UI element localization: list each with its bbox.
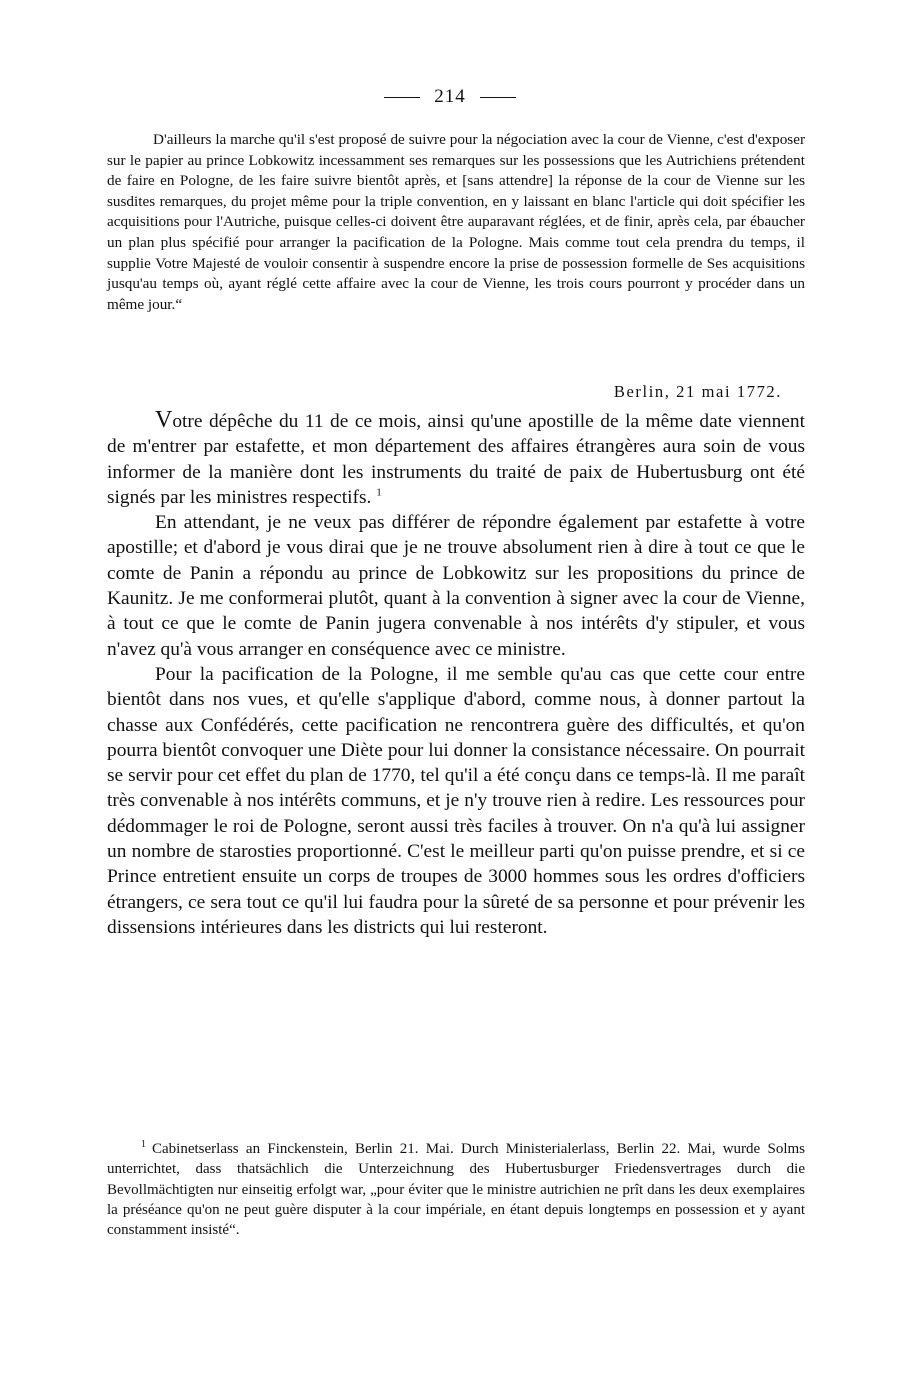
letter-dateline: Berlin, 21 mai 1772. <box>613 382 782 401</box>
drop-initial: V <box>155 407 173 433</box>
letter-paragraph-3: Pour la pacification de la Pologne, il me semble qu'au cas que cette cour entre bientôt dans nos vues, et qu'elle s'applique d'abord, comme nous, à donner partout la chasse aux Confédérés, cette pacification ne rencontrera guère des difficultés, et qu'on pourra bientôt convoquer une Diète pour lui donner la consistance nécessaire. On pourrait se servir pour cet effet du plan de 1770, tel qu'il a été conçu dans ce temps-là. Il me paraît très convenable à nos intérêts communs, et je n'y trouve rien à redire. Les ressources pour dédommager le roi de Pologne, seront aussi très faciles à trouver. On n'a qu'à lui assigner un nombre de starosties proportionné. C'est le meilleur parti qu'on puisse prendre, et si ce Prince entretient ensuite un corps de troupes de 3000 hommes sous les ordres d'officiers étrangers, ce sera tout ce qu'il lui faudra pour la sûreté de sa personne et pour prévenir les dissensions intérieures dans les districts qui lui resteront. <box>107 663 805 938</box>
letter-body <box>107 408 805 940</box>
page-number: 214 <box>434 86 466 107</box>
footnote-marker: 1 <box>141 1139 146 1150</box>
footnote-reference[interactable]: 1 <box>376 486 382 499</box>
page-header <box>0 86 900 108</box>
header-rule-left <box>384 97 420 98</box>
quoted-report-paragraph: D'ailleurs la marche qu'il s'est proposé de suivre pour la négociation avec la cour de Vienne, c'est d'exposer sur le papier au prince Lobkowitz incessamment ses remarques sur les possessions que les Autrichiens prétendent de faire en Pologne, de les faire suivre bientôt après, et [sans attendre] la réponse de la cour de Vienne sur les susdites remarques, du projet même pour la triple convention, en y laissant en blanc l'article qui doit spécifier les acquisitions pour l'Autriche, puisque celles-ci doivent être auparavant réglées, et de finir, après cela, par ébaucher un plan plus spécifié pour arranger la pacification de la Pologne. Mais comme tout cela prendra du temps, il supplie Votre Majesté de vouloir consentir à suspendre encore la prise de possession formelle de Ses acquisitions jusqu'au temps où, ayant réglé cette affaire avec la cour de Vienne, les trois cours pourront y procéder dans un même jour.“ <box>107 131 805 313</box>
header-rule-right <box>480 97 516 98</box>
footnote-text: Cabinetserlass an Finckenstein, Berlin 21. Mai. Durch Ministerialerlass, Berlin 22. Mai, wurde Solms unterrichtet, dass thatsächlich die Unterzeichnung des Hubertusburger Friedensvertrages durch die Bevollmächtigten nur einseitig erfolgt war, „pour éviter que le ministre autrichien ne prît dans les deux exemplaires la préséance qu'on ne peut guère disputer à la cour impériale, en étant depuis longtemps en possession et y ayant constamment insisté“. <box>107 1141 805 1239</box>
letter-paragraph-2: En attendant, je ne veux pas différer de répondre également par estafette à votre apostille; et d'abord je vous dirai que je ne trouve absolument rien à dire à tout ce que le comte de Panin a répondu au prince de Lobkowitz sur les propositions du prince de Kaunitz. Je me conformerai plutôt, quant à la convention à signer avec la cour de Vienne, à tout ce que le comte de Panin jugera convenable à nos intérêts d'y stipuler, et vous n'avez qu'à vous arranger en conséquence avec ce ministre. <box>107 512 805 660</box>
letter-paragraph-1 <box>107 408 805 510</box>
letter-paragraph-1-text: otre dépêche du 11 de ce mois, ainsi qu'une apostille de la même date viennent de m'entrer par estafette, et mon département des affaires étrangères aura soin de vous informer de la manière dont les instruments du traité de paix de Hubertusburg ont été signés par les ministres respectifs. <box>107 411 805 508</box>
footnote <box>107 1139 805 1240</box>
